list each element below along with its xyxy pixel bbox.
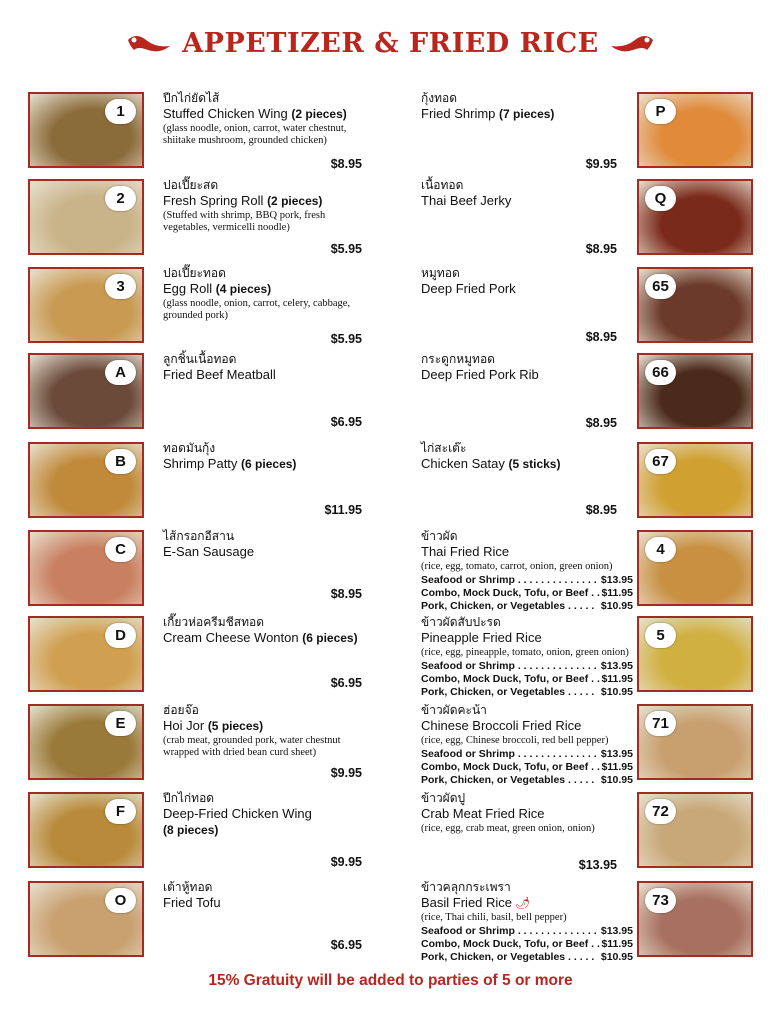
dish-photo — [28, 179, 144, 255]
price-option-row — [421, 587, 633, 600]
option-label: Combo, Mock Duck, Tofu, or Beef . . — [421, 673, 600, 685]
item-price: $9.95 — [585, 157, 617, 171]
price-options — [421, 925, 633, 964]
menu-item — [421, 178, 636, 209]
dish-photo — [637, 92, 753, 168]
chili-icon: 🌶 — [512, 896, 531, 910]
item-thai-name: ข้าวคลุกกระเพรา — [421, 880, 511, 894]
item-price: $8.95 — [330, 157, 362, 171]
item-name — [421, 367, 636, 383]
dish-photo — [28, 792, 144, 868]
item-price: $8.95 — [585, 242, 617, 256]
item-thai-name: เกี๊ยวห่อครีมชีสทอด — [163, 615, 265, 629]
item-name — [163, 895, 378, 911]
item-name-text: Thai Fried Rice — [421, 544, 510, 559]
item-price: $11.95 — [324, 503, 362, 517]
item-price: $5.95 — [330, 332, 362, 346]
item-description: (rice, Thai chili, basil, bell pepper) — [421, 912, 567, 923]
dish-photo — [28, 881, 144, 957]
option-price: $11.95 — [601, 938, 633, 950]
dish-photo — [637, 353, 753, 429]
menu-item — [163, 441, 378, 472]
option-label: Combo, Mock Duck, Tofu, or Beef . . — [421, 761, 600, 773]
item-thai-name: ไส้กรอกอีสาน — [163, 529, 235, 543]
menu-item — [163, 266, 378, 322]
dish-photo — [637, 179, 753, 255]
item-name-text: Deep Fried Pork Rib — [421, 367, 539, 382]
price-option-row — [421, 574, 633, 587]
item-quantity: (4 pieces) — [215, 282, 272, 296]
item-name-text: Fresh Spring Roll — [163, 193, 264, 208]
option-price: $11.95 — [601, 673, 633, 685]
option-price: $10.95 — [600, 686, 633, 698]
item-name-text: Chinese Broccoli Fried Rice — [421, 718, 582, 733]
item-thai-name: ปอเปี๊ยะทอด — [163, 266, 226, 280]
item-thai-name: ปอเปี๊ยะสด — [163, 178, 219, 192]
option-label: Pork, Chicken, or Vegetables . . . . . — [421, 686, 595, 698]
item-code-badge: P — [645, 99, 676, 124]
menu-item — [421, 703, 636, 787]
item-price: $6.95 — [330, 938, 362, 952]
item-quantity: (2 pieces) — [291, 107, 347, 121]
item-name-text: Deep Fried Pork — [421, 281, 516, 296]
item-name-text: Pineapple Fried Rice — [421, 630, 542, 645]
item-name — [421, 806, 636, 822]
price-option-row — [421, 925, 633, 938]
menu-item — [421, 615, 636, 699]
item-name — [421, 193, 636, 209]
menu-item — [421, 91, 636, 122]
item-thai-name: ข้าวผัด — [421, 529, 458, 543]
item-name-text: Deep-Fried Chicken Wing — [163, 806, 312, 821]
dish-photo — [28, 616, 144, 692]
item-thai-name: กระดูกหมูทอด — [421, 352, 495, 366]
item-code-badge: 73 — [645, 888, 676, 913]
item-quantity: (6 pieces) — [241, 457, 297, 471]
item-code-badge: 72 — [645, 799, 676, 824]
option-label: Seafood or Shrimp . . . . . . . . . . . . . . — [421, 925, 597, 937]
dish-photo — [637, 881, 753, 957]
item-code-badge: 66 — [645, 360, 676, 385]
price-option-row — [421, 686, 633, 699]
menu-item — [421, 266, 636, 297]
item-name — [421, 456, 636, 472]
item-name — [163, 456, 378, 472]
item-code-badge: 3 — [105, 274, 136, 299]
dish-photo — [28, 92, 144, 168]
price-option-row — [421, 600, 633, 613]
item-thai-name: ไก่สะเต๊ะ — [421, 441, 467, 455]
item-price: $8.95 — [585, 330, 617, 344]
item-description: (crab meat, grounded pork, water chestnut wrapped with dried bean curd sheet) — [163, 735, 341, 758]
menu-item — [421, 791, 636, 835]
item-description: (glass noodle, onion, carrot, water chestnut, shiitake mushroom, grounded chicken) — [163, 123, 347, 146]
menu-item — [421, 529, 636, 613]
item-thai-name: หมูทอด — [421, 266, 460, 280]
option-label: Combo, Mock Duck, Tofu, or Beef . . — [421, 587, 600, 599]
item-quantity: (2 pieces) — [267, 194, 323, 208]
item-quantity: (5 pieces) — [207, 719, 264, 733]
item-name — [163, 193, 378, 209]
chili-ornament-left-icon — [126, 32, 172, 58]
item-code-badge: A — [105, 360, 136, 385]
price-option-row — [421, 951, 633, 964]
dish-photo — [637, 267, 753, 343]
option-label: Pork, Chicken, or Vegetables . . . . . — [421, 600, 595, 612]
item-description: (rice, egg, tomato, carrot, onion, green onion) — [421, 561, 613, 572]
item-quantity: (8 pieces) — [163, 823, 219, 837]
menu-item — [421, 880, 636, 964]
price-option-row — [421, 748, 633, 761]
item-name — [421, 718, 636, 734]
item-code-badge: 71 — [645, 711, 676, 736]
item-thai-name: ข้าวผัดสับปะรด — [421, 615, 501, 629]
item-thai-name: ฮ่อยจ๊อ — [163, 703, 199, 717]
item-thai-name: ปีกไก่ยัดไส้ — [163, 91, 220, 105]
item-thai-name: ข้าวผัดคะน้า — [421, 703, 487, 717]
item-price: $8.95 — [585, 416, 617, 430]
option-price: $10.95 — [600, 600, 633, 612]
item-name — [163, 630, 378, 646]
item-description: (glass noodle, onion, carrot, celery, cabbage, grounded pork) — [163, 298, 351, 321]
menu-item — [163, 791, 378, 838]
option-price: $13.95 — [600, 660, 633, 672]
item-code-badge: B — [105, 449, 136, 474]
dish-photo — [637, 616, 753, 692]
item-code-badge: 2 — [105, 186, 136, 211]
option-price: $13.95 — [600, 574, 633, 586]
gratuity-note: 15% Gratuity will be added to parties of 5 or more — [208, 972, 573, 989]
item-code-badge: O — [105, 888, 136, 913]
item-name — [163, 281, 378, 297]
price-option-row — [421, 761, 633, 774]
item-name-text: Egg Roll — [163, 281, 213, 296]
item-name-text: Shrimp Patty — [163, 456, 238, 471]
item-code-badge: D — [105, 623, 136, 648]
chili-ornament-right-icon — [609, 32, 655, 58]
item-name-text: Fried Beef Meatball — [163, 367, 276, 382]
item-code-badge: 65 — [645, 274, 676, 299]
menu-item — [163, 880, 378, 911]
option-price: $11.95 — [601, 761, 633, 773]
dish-photo — [28, 704, 144, 780]
item-name — [163, 544, 378, 560]
item-thai-name: ทอดมันกุ้ง — [163, 441, 216, 455]
option-label: Pork, Chicken, or Vegetables . . . . . — [421, 951, 595, 963]
item-thai-name: เต้าหู้ทอด — [163, 880, 213, 894]
dish-photo — [28, 353, 144, 429]
price-option-row — [421, 774, 633, 787]
item-price: $9.95 — [330, 855, 362, 869]
item-name — [163, 718, 378, 734]
item-description: (rice, egg, crab meat, green onion, onion) — [421, 823, 595, 834]
price-options — [421, 574, 633, 613]
menu-item — [421, 352, 636, 383]
price-options — [421, 660, 633, 699]
item-name-text: Hoi Jor — [163, 718, 205, 733]
menu-item — [163, 91, 378, 147]
dish-photo — [637, 442, 753, 518]
item-code-badge: 4 — [645, 537, 676, 562]
menu-item — [163, 703, 378, 759]
item-quantity: (5 sticks) — [508, 457, 561, 471]
option-label: Seafood or Shrimp . . . . . . . . . . . . . . — [421, 574, 597, 586]
item-price: $8.95 — [330, 587, 362, 601]
item-thai-name: ลูกชิ้นเนื้อทอด — [163, 352, 237, 366]
item-code-badge: 1 — [105, 99, 136, 124]
page-title — [0, 28, 781, 59]
menu-item — [163, 615, 378, 646]
item-name-text: Thai Beef Jerky — [421, 193, 512, 208]
dish-photo — [28, 442, 144, 518]
item-price: $13.95 — [578, 858, 617, 872]
item-code-badge: F — [105, 799, 136, 824]
menu-item — [421, 441, 636, 472]
option-label: Seafood or Shrimp . . . . . . . . . . . . . . — [421, 660, 597, 672]
dish-photo — [637, 704, 753, 780]
item-quantity: (6 pieces) — [302, 631, 358, 645]
title-text: APPETIZER & FRIED RICE — [182, 28, 599, 59]
menu-item — [163, 178, 378, 234]
option-price: $10.95 — [600, 951, 633, 963]
item-description: (rice, egg, pineapple, tomato, onion, green onion) — [421, 647, 629, 658]
item-thai-name: กุ้งทอด — [421, 91, 458, 105]
item-name — [421, 895, 636, 911]
item-name-text: Fried Shrimp — [421, 106, 496, 121]
menu-item — [163, 529, 378, 560]
item-code-badge: C — [105, 537, 136, 562]
item-name — [421, 630, 636, 646]
item-thai-name: ปีกไก่ทอด — [163, 791, 215, 805]
dish-photo — [637, 530, 753, 606]
dish-photo — [637, 792, 753, 868]
option-price: $13.95 — [600, 925, 633, 937]
option-label: Combo, Mock Duck, Tofu, or Beef . . — [421, 938, 600, 950]
item-price: $9.95 — [330, 766, 362, 780]
option-price: $13.95 — [600, 748, 633, 760]
item-description: (rice, egg, Chinese broccoli, red bell pepper) — [421, 735, 609, 746]
item-description: (Stuffed with shrimp, BBQ pork, fresh vegetables, vermicelli noodle) — [163, 210, 326, 233]
item-name — [421, 106, 636, 122]
dish-photo — [28, 530, 144, 606]
item-name — [163, 106, 378, 122]
item-code-badge: 5 — [645, 623, 676, 648]
item-price: $6.95 — [330, 415, 362, 429]
item-price: $8.95 — [585, 503, 617, 517]
item-price: $6.95 — [330, 676, 362, 690]
menu-item — [163, 352, 378, 383]
item-thai-name: ข้าวผัดปู — [421, 791, 466, 805]
item-name-text: Cream Cheese Wonton — [163, 630, 299, 645]
option-label: Pork, Chicken, or Vegetables . . . . . — [421, 774, 595, 786]
item-name-text: Chicken Satay — [421, 456, 505, 471]
item-price: $5.95 — [330, 242, 362, 256]
item-name-text: Basil Fried Rice — [421, 895, 513, 910]
item-name-text: Stuffed Chicken Wing — [163, 106, 288, 121]
item-name-text: Crab Meat Fried Rice — [421, 806, 545, 821]
item-code-badge: E — [105, 711, 136, 736]
price-option-row — [421, 938, 633, 951]
item-name-text: Fried Tofu — [163, 895, 221, 910]
option-price: $10.95 — [600, 774, 633, 786]
item-code-badge: 67 — [645, 449, 676, 474]
item-thai-name: เนื้อทอด — [421, 178, 464, 192]
item-name — [163, 806, 378, 838]
item-name — [421, 544, 636, 560]
item-quantity: (7 pieces) — [499, 107, 555, 121]
item-code-badge: Q — [645, 186, 676, 211]
item-name-text: E-San Sausage — [163, 544, 255, 559]
dish-photo — [28, 267, 144, 343]
price-option-row — [421, 660, 633, 673]
item-name — [421, 281, 636, 297]
price-options — [421, 748, 633, 787]
price-option-row — [421, 673, 633, 686]
option-price: $11.95 — [601, 587, 633, 599]
option-label: Seafood or Shrimp . . . . . . . . . . . . . . — [421, 748, 597, 760]
item-name — [163, 367, 378, 383]
